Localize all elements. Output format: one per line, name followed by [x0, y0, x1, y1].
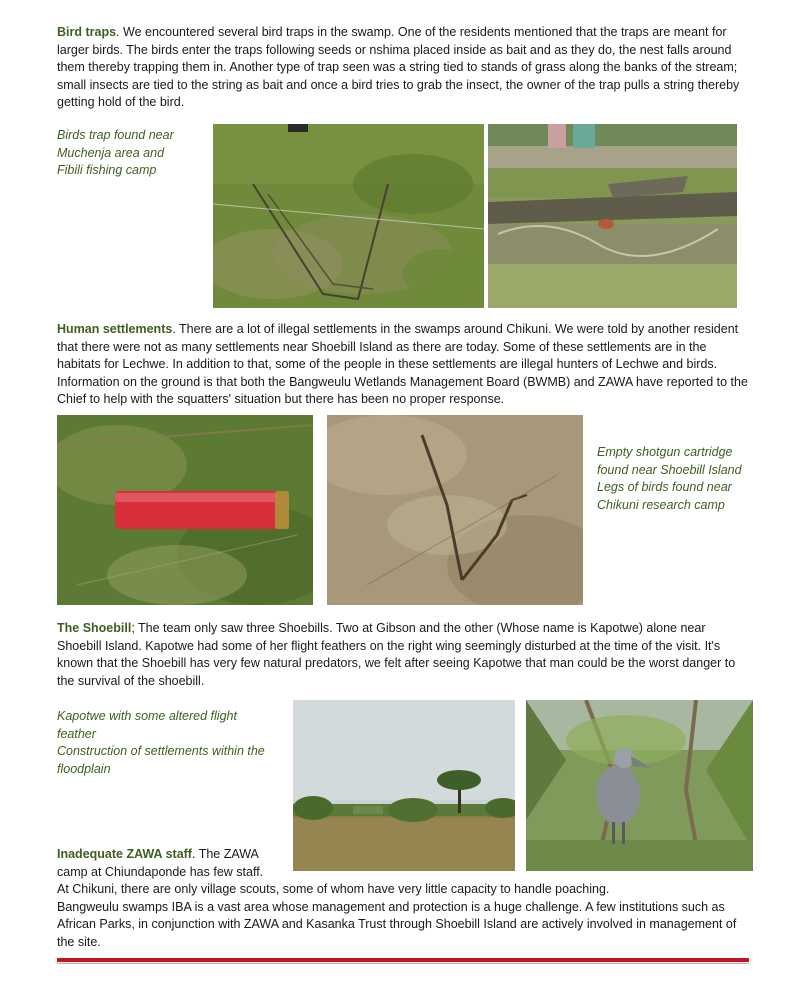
zawa-line4: Bangweulu swamps IBA is a vast area whose management and protection is a huge challenge. A few institutions such as African Parks, in conjunction with ZAWA and Kasanka Trust through Shoebill Island are actively involved in management of the site.	[57, 899, 737, 949]
shoebill-paragraph	[57, 620, 753, 690]
caption-line: feather	[57, 726, 96, 741]
bird-trap-photo	[213, 124, 484, 308]
caption-line: Construction of settlements within the	[57, 744, 265, 758]
bird-legs-photo	[327, 415, 583, 605]
bird-trap-caption	[57, 127, 174, 180]
bird-traps-heading: Bird traps	[57, 25, 117, 39]
shoebill-heading: The Shoebill	[57, 621, 132, 635]
zawa-line3: At Chikuni, there are only village scouts, some of whom have very little capacity to handle poaching.	[57, 882, 610, 896]
bird-traps-paragraph	[57, 24, 753, 112]
zawa-continuation	[57, 881, 753, 951]
riverbank-trap-photo	[488, 124, 737, 308]
caption-line: Chikuni research camp	[597, 497, 725, 512]
caption-line: Fibili fishing camp	[57, 163, 157, 177]
zawa-staff-paragraph	[57, 846, 297, 881]
caption-line: floodplain	[57, 761, 111, 776]
kapotwe-caption	[57, 708, 265, 778]
cartridge-caption	[597, 444, 742, 514]
footer-rule	[57, 958, 749, 962]
bird-traps-body: . We encountered several bird traps in the swamp. One of the residents mentioned that the traps are meant for larger birds. The birds enter the traps following seeds or nshima placed inside as bait and as they do, the nest falls around them thereby trapping them in. Another type of trap seen was a string tied to stands of grass along the banks of the stream; small insects are tied to the string as bait and once a bird tries to grab the insect, the owner of the trap pulls a string thereby getting hold of the bird.	[57, 25, 740, 109]
caption-line: found near Shoebill Island	[597, 462, 742, 477]
zawa-lead-line1: . The ZAWA	[191, 847, 259, 861]
caption-line: Empty shotgun cartridge	[597, 445, 733, 459]
human-settlements-heading: Human settlements	[57, 322, 173, 336]
caption-line: Muchenja area and	[57, 145, 165, 160]
caption-line: Legs of birds found near	[597, 480, 732, 494]
floodplain-photo	[293, 700, 515, 871]
caption-line: Birds trap found near	[57, 128, 174, 142]
caption-line: Kapotwe with some altered flight	[57, 709, 237, 723]
shoebill-body: ; The team only saw three Shoebills. Two at Gibson and the other (Whose name is Kapotwe) alone near Shoebill Island. Kapotwe had some of her flight feathers on the right wing seemingly disturbed at the time of the visit. It's known that the Shoebill has very few natural predators, we felt after seeing Kapotwe that man could be the worst danger to the survival of the shoebill.	[57, 621, 736, 688]
zawa-lead-line2: camp at Chiundaponde has few staff.	[57, 864, 264, 879]
human-settlements-body: . There are a lot of illegal settlements in the swamps around Chikuni. We were told by another resident that there were not as many settlements near Shoebill Island as there are today. Some of these settlements are in the habitats for Lechwe. In addition to that, some of the people in these settlements are illegal hunters of Lechwe and birds. Information on the ground is that both the Bangweulu Wetlands Management Board (BWMB) and ZAWA have reported to the Chief to help with the squatters' situation but there has been no proper response.	[57, 322, 748, 406]
shoebill-photo	[526, 700, 753, 871]
zawa-staff-heading: Inadequate ZAWA staff	[57, 847, 192, 861]
shotgun-cartridge-photo	[57, 415, 313, 605]
human-settlements-paragraph	[57, 321, 753, 409]
